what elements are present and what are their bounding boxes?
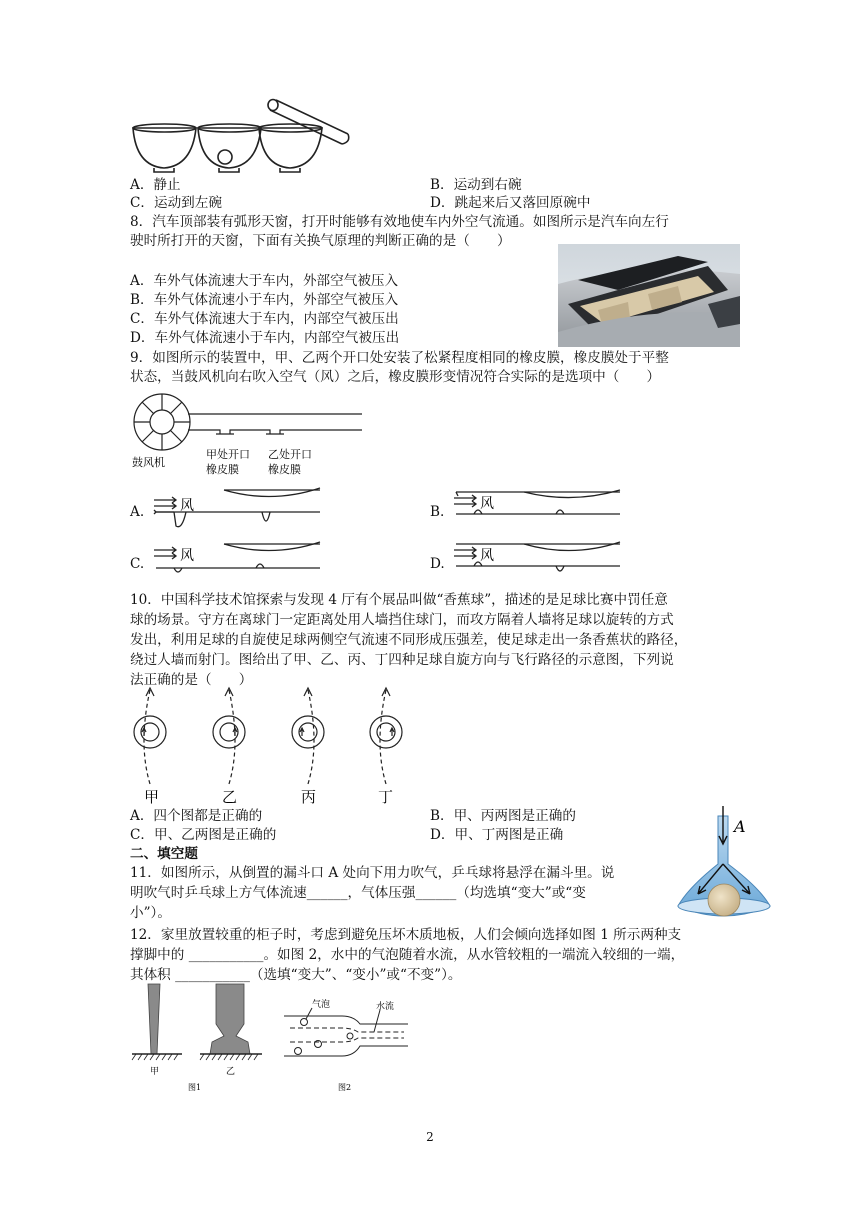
q10-label-ding: 丁 bbox=[378, 788, 394, 806]
jia-membrane-label: 橡皮膜 bbox=[206, 463, 239, 476]
q7-option-b: B．运动到右碗 bbox=[430, 177, 522, 193]
q9-stem-line-1: 9．如图所示的装置中，甲、乙两个开口处安装了松紧程度相同的橡皮膜，橡皮膜处于平整 bbox=[130, 350, 669, 366]
q10-option-d: D．甲、丁两图是正确 bbox=[430, 827, 564, 843]
fig2-caption: 图2 bbox=[338, 1083, 352, 1092]
q7-option-a: A．静止 bbox=[130, 177, 181, 193]
blower-apparatus-figure bbox=[130, 394, 370, 484]
q10-option-b: B．甲、丙两图是正确的 bbox=[430, 808, 576, 824]
q10-option-c: C．甲、乙两图是正确的 bbox=[130, 827, 277, 843]
fig2-bubble-label: 气泡 bbox=[312, 1000, 331, 1010]
yi-membrane-label: 橡皮膜 bbox=[268, 463, 301, 476]
q11-stem-line-1: 11．如图所示，从倒置的漏斗口 A 处向下用力吹气，乒乓球将悬浮在漏斗里。说 bbox=[130, 865, 615, 881]
q10-stem-line-1: 10．中国科学技术馆探索与发现 4 厅有个展品叫做“香蕉球”，描述的是足球比赛中罚任意 bbox=[130, 592, 668, 608]
q10-stem-line-3: 发出，利用足球的自旋使足球两侧空气流速不同形成压强差，使足球走出一条香蕉状的路径， bbox=[130, 632, 688, 648]
fig1-label-jia: 甲 bbox=[150, 1067, 160, 1077]
three-bowls-figure bbox=[130, 104, 360, 174]
funnel-ball-figure bbox=[676, 802, 772, 920]
q9-option-a-figure bbox=[152, 482, 324, 532]
q9-a-wind-label: 风 bbox=[180, 498, 194, 514]
q10-label-jia: 甲 bbox=[144, 788, 160, 806]
fig1-label-yi: 乙 bbox=[226, 1067, 236, 1077]
funnel-label-a: A bbox=[734, 817, 746, 836]
jia-opening-label: 甲处开口 bbox=[206, 448, 250, 461]
q10-label-yi: 乙 bbox=[222, 788, 238, 806]
q10-option-a: A．四个图都是正确的 bbox=[130, 808, 263, 824]
q8-option-b: B．车外气体流速小于车内，外部空气被压入 bbox=[130, 292, 399, 308]
q9-option-c-letter: C. bbox=[130, 556, 145, 572]
q9-c-wind-label: 风 bbox=[180, 548, 194, 564]
q10-stem-line-4: 绕过人墙而射门。图给出了甲、乙、丙、丁四种足球自旋方向与飞行路径的示意图，下列说 bbox=[130, 652, 674, 668]
q9-option-a-letter: A. bbox=[130, 504, 145, 520]
q9-b-wind-label: 风 bbox=[480, 496, 494, 512]
q9-option-d-figure bbox=[452, 536, 624, 586]
blower-label: 鼓风机 bbox=[132, 456, 165, 469]
q10-label-bing: 丙 bbox=[301, 788, 317, 806]
fig1-caption: 图1 bbox=[188, 1083, 202, 1092]
car-sunroof-photo bbox=[558, 244, 740, 347]
q9-option-b-figure bbox=[452, 482, 624, 532]
q9-stem-line-2: 状态，当鼓风机向右吹入空气（风）之后，橡皮膜形变情况符合实际的是选项中（ ） bbox=[130, 369, 661, 385]
q10-stem-line-5: 法正确的是（ ） bbox=[130, 672, 253, 688]
q11-stem-line-3: 小”）。 bbox=[130, 905, 171, 921]
q9-option-b-letter: B. bbox=[430, 504, 445, 520]
yi-opening-label: 乙处开口 bbox=[268, 448, 312, 461]
q8-stem-line-1: 8．汽车顶部装有弧形天窗，打开时能够有效地使车内外空气流通。如图所示是汽车向左行 bbox=[130, 214, 669, 230]
fig2-flow-label: 水流 bbox=[376, 1002, 395, 1012]
q10-stem-line-2: 球的场景。守方在离球门一定距离处用人墙挡住球门，而攻方隔着人墙将足球以旋转的方式 bbox=[130, 612, 674, 628]
q7-option-d: D．跳起来后又落回原碗中 bbox=[430, 195, 591, 211]
q9-d-wind-label: 风 bbox=[480, 548, 494, 564]
q8-option-d: D．车外气体流速小于车内，内部空气被压出 bbox=[130, 330, 400, 346]
q7-option-c: C．运动到左碗 bbox=[130, 195, 222, 211]
water-pipe-figure-2 bbox=[282, 996, 412, 1092]
banana-ball-figure bbox=[128, 684, 408, 806]
q8-stem-line-2: 驶时所打开的天窗，下面有关换气原理的判断正确的是（ ） bbox=[130, 233, 511, 249]
q8-option-a: A．车外气体流速大于车内，外部空气被压入 bbox=[130, 273, 399, 289]
q8-option-c: C．车外气体流速大于车内，内部空气被压出 bbox=[130, 311, 399, 327]
q12-stem-line-2: 撑脚中的 ___________。如图 2，水中的气泡随着水流，从水管较粗的一端流入较细的一端， bbox=[130, 947, 685, 963]
support-feet-figure-1 bbox=[128, 984, 268, 1092]
q9-option-c-figure bbox=[152, 536, 324, 586]
q11-stem-line-2: 明吹气时乒乓球上方气体流速______，气体压强______（均选填“变大”或“变 bbox=[130, 885, 586, 901]
page-number: 2 bbox=[426, 1130, 434, 1144]
section-fill-in-title: 二、填空题 bbox=[130, 846, 198, 862]
q12-stem-line-3: 其体积 ___________（选填“变大”、“变小”或“不变”）。 bbox=[130, 967, 462, 983]
q9-option-d-letter: D. bbox=[430, 556, 445, 572]
q12-stem-line-1: 12．家里放置较重的柜子时，考虑到避免压坏木质地板，人们会倾向选择如图 1 所示两种支 bbox=[130, 927, 682, 943]
